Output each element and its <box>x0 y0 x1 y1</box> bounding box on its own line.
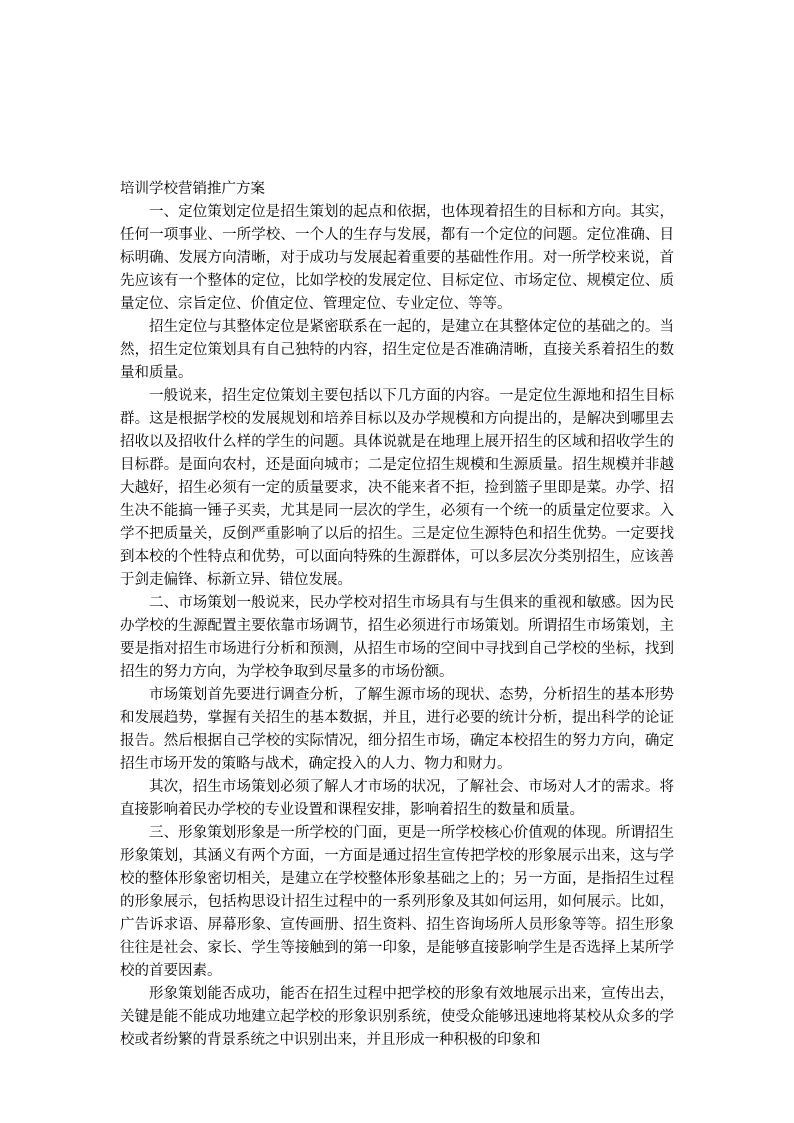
paragraph-enrollment-positioning: 招生定位与其整体定位是紧密联系在一起的，是建立在其整体定位的基础之的。当然，招生定位策划具有自己独特的内容，招生定位是否准确清晰，直接关系着招生的数量和质量。 <box>120 319 674 381</box>
paragraph-positioning-strategy: 一、定位策划定位是招生策划的起点和依据，也体现着招生的目标和方向。其实，任何一项事业、一所学校、一个人的生存与发展，都有一个定位的问题。定位准确、目标明确、发展方向清晰，对于成功与发展起着重要的基础性作用。对一所学校来说，首先应该有一个整体的定位，比如学校的发展定位、目标定位、市场定位、规模定位、质量定位、宗旨定位、价值定位、管理定位、专业定位、等等。 <box>120 204 674 312</box>
paragraph-image-strategy: 三、形象策划形象是一所学校的门面，更是一所学校核心价值观的体现。所谓招生形象策划，其涵义有两个方面，一方面是通过招生宣传把学校的形象展示出来，这与学校的整体形象密切相关，是建立在学校整体形象基础之上的；另一方面，是指招生过程的形象展示，包括构思设计招生过程中的一系列形象及其如何运用，如何展示。比如，广告诉求语、屏幕形象、宣传画册、招生资料、招生咨询场所人员形象等等。招生形象往往是社会、家长、学生等接触到的第一印象，是能够直接影响学生是否选择上某所学校的首要因素。 <box>120 825 674 979</box>
paragraph-market-strategy: 二、市场策划一般说来，民办学校对招生市场具有与生俱来的重视和敏感。因为民办学校的生源配置主要依靠市场调节，招生必须进行市场策划。所谓招生市场策划，主要是指对招生市场进行分析和预测，从招生市场的空间中寻找到自己学校的坐标，找到招生的努力方向，为学校争取到尽量多的市场份额。 <box>120 595 674 680</box>
document-title: 培训学校营销推广方案 <box>120 181 265 197</box>
paragraph-market-analysis: 市场策划首先要进行调查分析，了解生源市场的现状、态势，分析招生的基本形势和发展趋势，掌握有关招生的基本数据，并且，进行必要的统计分析，提出科学的论证报告。然后根据自己学校的实际情况，细分招生市场，确定本校招生的努力方向，确定招生市场开发的策略与战术，确定投入的人力、物力和财力。 <box>120 687 674 772</box>
paragraph-talent-market: 其次，招生市场策划必须了解人才市场的状况，了解社会、市场对人才的需求。将直接影响着民办学校的专业设置和课程安排，影响着招生的数量和质量。 <box>120 779 674 818</box>
paragraph-image-identity: 形象策划能否成功，能否在招生过程中把学校的形象有效地展示出来，宣传出去，关键是能不能成功地建立起学校的形象识别系统，使受众能够迅速地将某校从众多的学校或者纷繁的背景系统之中识别出来，并且形成一种积极的印象和 <box>120 986 674 1048</box>
paragraph-positioning-content: 一般说来，招生定位策划主要包括以下几方面的内容。一是定位生源地和招生目标群。这是根据学校的发展规划和培养目标以及办学规模和方向提出的，是解决到哪里去招收以及招收什么样的学生的问题。具体说就是在地理上展开招生的区域和招收学生的目标群。是面向农村，还是面向城市；二是定位招生规模和生源质量。招生规模并非越大越好，招生必须有一定的质量要求，决不能来者不拒，捡到篮子里即是菜。办学、招生决不能搞一锤子买卖，尤其是同一层次的学生，必须有一个统一的质量定位要求。入学不把质量关，反倒严重影响了以后的招生。三是定位生源特色和招生优势。一定要找到本校的个性特点和优势，可以面向特殊的生源群体，可以多层次分类别招生，应该善于剑走偏锋、标新立异、错位发展。 <box>120 388 674 588</box>
document-body <box>120 178 674 1052</box>
